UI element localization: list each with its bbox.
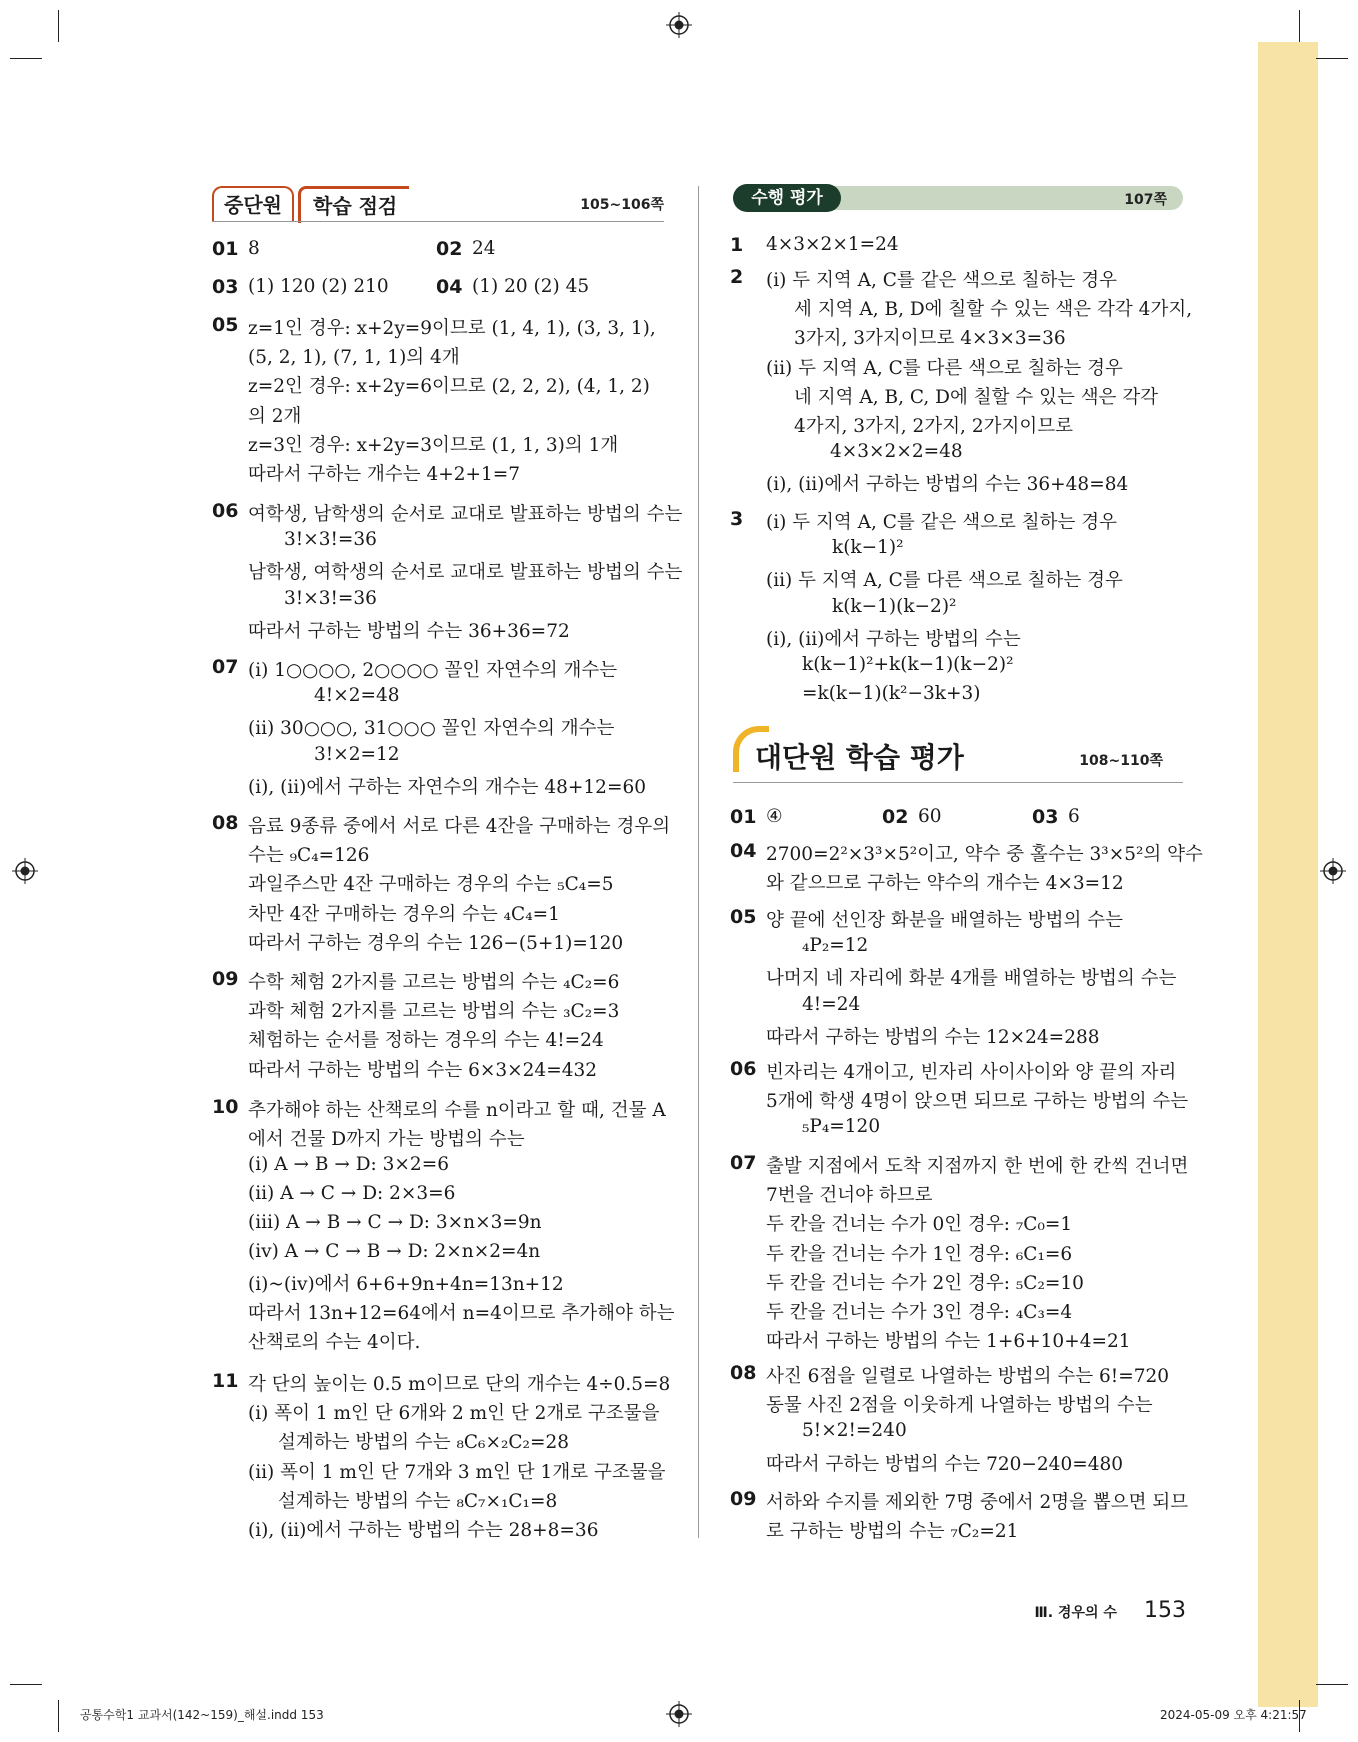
item-number: 07 — [730, 1152, 757, 1174]
answer-line: 차만 4잔 구매하는 경우의 수는 ₄C₄=1 — [248, 903, 560, 925]
item-number: 04 — [436, 276, 463, 298]
registration-mark-icon — [666, 1701, 692, 1727]
answer-line: 여학생, 남학생의 순서로 교대로 발표하는 방법의 수는 — [248, 504, 683, 525]
item-number: 08 — [730, 1362, 757, 1384]
answer-line: 4!=24 — [802, 993, 861, 1015]
header-page-range: 108~110쪽 — [1079, 753, 1163, 769]
answer-line: (ⅱ) 두 지역 A, C를 다른 색으로 칠하는 경우 — [766, 357, 1123, 379]
answer-line: k(k−1)²+k(k−1)(k−2)² — [802, 654, 1014, 675]
section-header-unit-assessment — [733, 726, 1183, 783]
answer-line: 3!×3!=36 — [284, 587, 377, 609]
column-divider — [698, 186, 699, 1538]
answer-line: 60 — [918, 806, 942, 827]
registration-mark-icon — [666, 12, 692, 38]
answer-line: 네 지역 A, B, C, D에 칠할 수 있는 색은 각각 — [794, 386, 1159, 408]
answer-line: 두 칸을 건너는 수가 1인 경우: ₆C₁=6 — [766, 1243, 1073, 1265]
answer-line: 따라서 구하는 방법의 수는 1+6+10+4=21 — [766, 1331, 1131, 1353]
answer-line: 두 칸을 건너는 수가 3인 경우: ₄C₃=4 — [766, 1302, 1073, 1323]
answer-line: 따라서 구하는 방법의 수는 6×3×24=432 — [248, 1059, 597, 1081]
answer-line: (ⅰ) 두 지역 A, C를 같은 색으로 칠하는 경우 — [766, 270, 1117, 291]
answer-line: (ⅲ) A → B → C → D: 3×n×3=9n — [248, 1212, 542, 1233]
item-number: 09 — [730, 1488, 757, 1510]
answer-line: (ⅰ) 1○○○○, 2○○○○ 꼴인 자연수의 개수는 — [248, 660, 618, 681]
answer-line: 5!×2!=240 — [802, 1420, 907, 1442]
header-tab-study-check: 학습 점검 — [298, 186, 409, 223]
answer-line: 설계하는 방법의 수는 ₈C₇×₁C₁=8 — [278, 1490, 558, 1512]
answer-line: 7번을 건너야 하므로 — [766, 1185, 933, 1207]
crop-mark — [10, 1684, 42, 1685]
slug-datetime: 2024-05-09 오후 4:21:57 — [1160, 1708, 1307, 1722]
answer-line: 4×3×2×1=24 — [766, 234, 899, 255]
answer-line: 과학 체험 2가지를 고르는 방법의 수는 ₃C₂=3 — [248, 1001, 620, 1023]
answer-line: 산책로의 수는 4이다. — [248, 1332, 421, 1353]
item-number: 04 — [730, 840, 757, 862]
answer-line: 두 칸을 건너는 수가 2인 경우: ₅C₂=10 — [766, 1272, 1084, 1294]
answer-line: 따라서 구하는 개수는 4+2+1=7 — [248, 464, 521, 485]
registration-mark-icon — [1320, 858, 1346, 884]
answer-line: (ⅰ) 두 지역 A, C를 같은 색으로 칠하는 경우 — [766, 512, 1117, 533]
answer-line: 수는 ₉C₄=126 — [248, 845, 370, 867]
answer-line: 과일주스만 4잔 구매하는 경우의 수는 ₅C₄=5 — [248, 874, 614, 896]
item-number: 09 — [212, 968, 239, 990]
answer-line: z=1인 경우: x+2y=9이므로 (1, 4, 1), (3, 3, 1), — [248, 318, 656, 339]
item-number: 02 — [882, 806, 909, 828]
answer-line: 따라서 구하는 방법의 수는 720−240=480 — [766, 1453, 1124, 1475]
crop-mark — [1316, 1684, 1348, 1685]
answer-line: (ⅰ), (ⅱ)에서 구하는 방법의 수는 36+48=84 — [766, 474, 1129, 496]
answer-line: (ⅰ), (ⅱ)에서 구하는 방법의 수는 28+8=36 — [248, 1520, 599, 1541]
answer-line: 8 — [248, 238, 260, 259]
answer-line: k(k−1)² — [832, 537, 904, 559]
answer-line: (ⅱ) 폭이 1 m인 단 7개와 3 m인 단 1개로 구조물을 — [248, 1461, 666, 1483]
item-number: 02 — [436, 238, 463, 260]
crop-mark — [58, 10, 59, 42]
section-header-midunit — [212, 186, 664, 222]
answer-line: (ⅰ)~(ⅳ)에서 6+6+9n+4n=13n+12 — [248, 1274, 564, 1295]
answer-line: 24 — [472, 238, 496, 259]
answer-line: 세 지역 A, B, D에 칠할 수 있는 색은 각각 4가지, — [794, 299, 1193, 321]
margin-color-band — [1258, 42, 1318, 1707]
answer-line: 빈자리는 4개이고, 빈자리 사이사이와 양 끝의 자리 — [766, 1062, 1177, 1083]
answer-line: (ⅱ) 30○○○, 31○○○ 꼴인 자연수의 개수는 — [248, 718, 615, 740]
header-title-unit-assessment: 대단원 학습 평가 — [755, 741, 964, 774]
answer-line: 의 2개 — [248, 405, 302, 427]
answer-line: 양 끝에 선인장 화분을 배열하는 방법의 수는 — [766, 910, 1123, 931]
answer-line: (ⅰ), (ⅱ)에서 구하는 방법의 수는 — [766, 628, 1021, 650]
answer-line: 출발 지점에서 도착 지점까지 한 번에 한 칸씩 건너면 — [766, 1156, 1189, 1177]
answer-line: (ⅰ), (ⅱ)에서 구하는 자연수의 개수는 48+12=60 — [248, 776, 646, 798]
item-number: 3 — [730, 508, 744, 530]
answer-line: 수학 체험 2가지를 고르는 방법의 수는 ₄C₂=6 — [248, 972, 620, 993]
answer-line: 6 — [1068, 806, 1080, 827]
chapter-label: Ⅲ. 경우의 수 — [1034, 1605, 1117, 1621]
answer-line: 에서 건물 D까지 가는 방법의 수는 — [248, 1129, 525, 1150]
page-footer — [1035, 1598, 1187, 1623]
answer-line: 남학생, 여학생의 순서로 교대로 발표하는 방법의 수는 — [248, 562, 683, 584]
answer-line: 따라서 구하는 방법의 수는 12×24=288 — [766, 1026, 1100, 1048]
answer-line: 각 단의 높이는 0.5 m이므로 단의 개수는 4÷0.5=8 — [248, 1374, 671, 1395]
header-page-range: 105~106쪽 — [580, 197, 664, 213]
header-page-range: 107쪽 — [1124, 192, 1167, 208]
answer-line: ₅P₄=120 — [802, 1116, 881, 1138]
answer-line: 따라서 구하는 방법의 수는 36+36=72 — [248, 620, 570, 642]
answer-line: (ⅰ) A → B → D: 3×2=6 — [248, 1154, 449, 1175]
answer-line: (1) 20 (2) 45 — [472, 276, 590, 297]
answer-line: 음료 9종류 중에서 서로 다른 4잔을 구매하는 경우의 — [248, 816, 671, 837]
item-number: 07 — [212, 656, 239, 678]
answer-line: 설계하는 방법의 수는 ₈C₆×₂C₂=28 — [278, 1432, 569, 1454]
crop-mark — [10, 58, 42, 59]
answer-line: (ⅰ) 폭이 1 m인 단 6개와 2 m인 단 2개로 구조물을 — [248, 1403, 660, 1425]
item-number: 01 — [730, 806, 757, 828]
registration-mark-icon — [12, 858, 38, 884]
page-number: 153 — [1144, 1598, 1186, 1623]
header-pill-performance: 수행 평가 — [733, 184, 841, 212]
answer-line: 5개에 학생 4명이 앉으면 되므로 구하는 방법의 수는 — [766, 1091, 1189, 1113]
answer-line: (ⅱ) 두 지역 A, C를 다른 색으로 칠하는 경우 — [766, 570, 1123, 592]
answer-line: 따라서 구하는 경우의 수는 126−(5+1)=120 — [248, 932, 624, 954]
item-number: 2 — [730, 266, 744, 288]
answer-line: 4가지, 3가지, 2가지, 2가지이므로 — [794, 416, 1073, 437]
item-number: 01 — [212, 238, 239, 260]
answer-line: 동물 사진 2점을 이웃하게 나열하는 방법의 수는 — [766, 1395, 1153, 1417]
answer-line: 4!×2=48 — [314, 685, 400, 707]
item-number: 06 — [730, 1058, 757, 1080]
answer-line: 서하와 수지를 제외한 7명 중에서 2명을 뽑으면 되므 — [766, 1492, 1189, 1513]
item-number: 08 — [212, 812, 239, 834]
item-number: 11 — [212, 1370, 239, 1392]
answer-line: (1) 120 (2) 210 — [248, 276, 389, 297]
crop-mark — [1316, 58, 1348, 59]
answer-line: 3!×3!=36 — [284, 529, 377, 551]
answer-line: 두 칸을 건너는 수가 0인 경우: ₇C₀=1 — [766, 1214, 1073, 1236]
answer-line: 4×3×2×2=48 — [830, 441, 963, 463]
crop-mark — [1299, 10, 1300, 42]
answer-line: z=2인 경우: x+2y=6이므로 (2, 2, 2), (4, 1, 2) — [248, 376, 650, 398]
answer-line: ④ — [766, 806, 783, 827]
answer-line: (ⅱ) A → C → D: 2×3=6 — [248, 1183, 456, 1204]
answer-line: ₄P₂=12 — [802, 935, 869, 957]
answer-line: 3!×2=12 — [314, 743, 400, 765]
answer-line: 체험하는 순서를 정하는 경우의 수는 4!=24 — [248, 1030, 604, 1052]
answer-line: (ⅳ) A → C → B → D: 2×n×2=4n — [248, 1241, 541, 1262]
answer-line: 나머지 네 자리에 화분 4개를 배열하는 방법의 수는 — [766, 968, 1177, 990]
item-number: 05 — [212, 314, 239, 336]
answer-line: 따라서 13n+12=64에서 n=4이므로 추가해야 하는 — [248, 1303, 675, 1324]
answer-line: 3가지, 3가지이므로 4×3×3=36 — [794, 328, 1066, 350]
answer-line: z=3인 경우: x+2y=3이므로 (1, 1, 3)의 1개 — [248, 434, 619, 456]
answer-line: =k(k−1)(k²−3k+3) — [802, 683, 981, 705]
crop-mark — [58, 1700, 59, 1732]
answer-line: 와 같으므로 구하는 약수의 개수는 4×3=12 — [766, 873, 1124, 895]
answer-line: 사진 6점을 일렬로 나열하는 방법의 수는 6!=720 — [766, 1366, 1170, 1387]
item-number: 10 — [212, 1096, 239, 1118]
item-number: 03 — [1032, 806, 1059, 828]
answer-line: 추가해야 하는 산책로의 수를 n이라고 할 때, 건물 A — [248, 1100, 666, 1121]
item-number: 05 — [730, 906, 757, 928]
header-tab-midunit: 중단원 — [212, 186, 294, 222]
answer-line: (5, 2, 1), (7, 1, 1)의 4개 — [248, 347, 460, 369]
item-number: 1 — [730, 234, 744, 256]
item-number: 03 — [212, 276, 239, 298]
answer-line: 로 구하는 방법의 수는 ₇C₂=21 — [766, 1521, 1019, 1543]
slug-file-info: 공통수학1 교과서(142~159)_해설.indd 153 — [80, 1708, 324, 1722]
item-number: 06 — [212, 500, 239, 522]
answer-line: k(k−1)(k−2)² — [832, 595, 957, 617]
section-header-performance — [733, 186, 1183, 210]
header-rule — [212, 221, 664, 222]
answer-line: 2700=2²×3³×5²이고, 약수 중 홀수는 3³×5²의 약수 — [766, 844, 1203, 865]
